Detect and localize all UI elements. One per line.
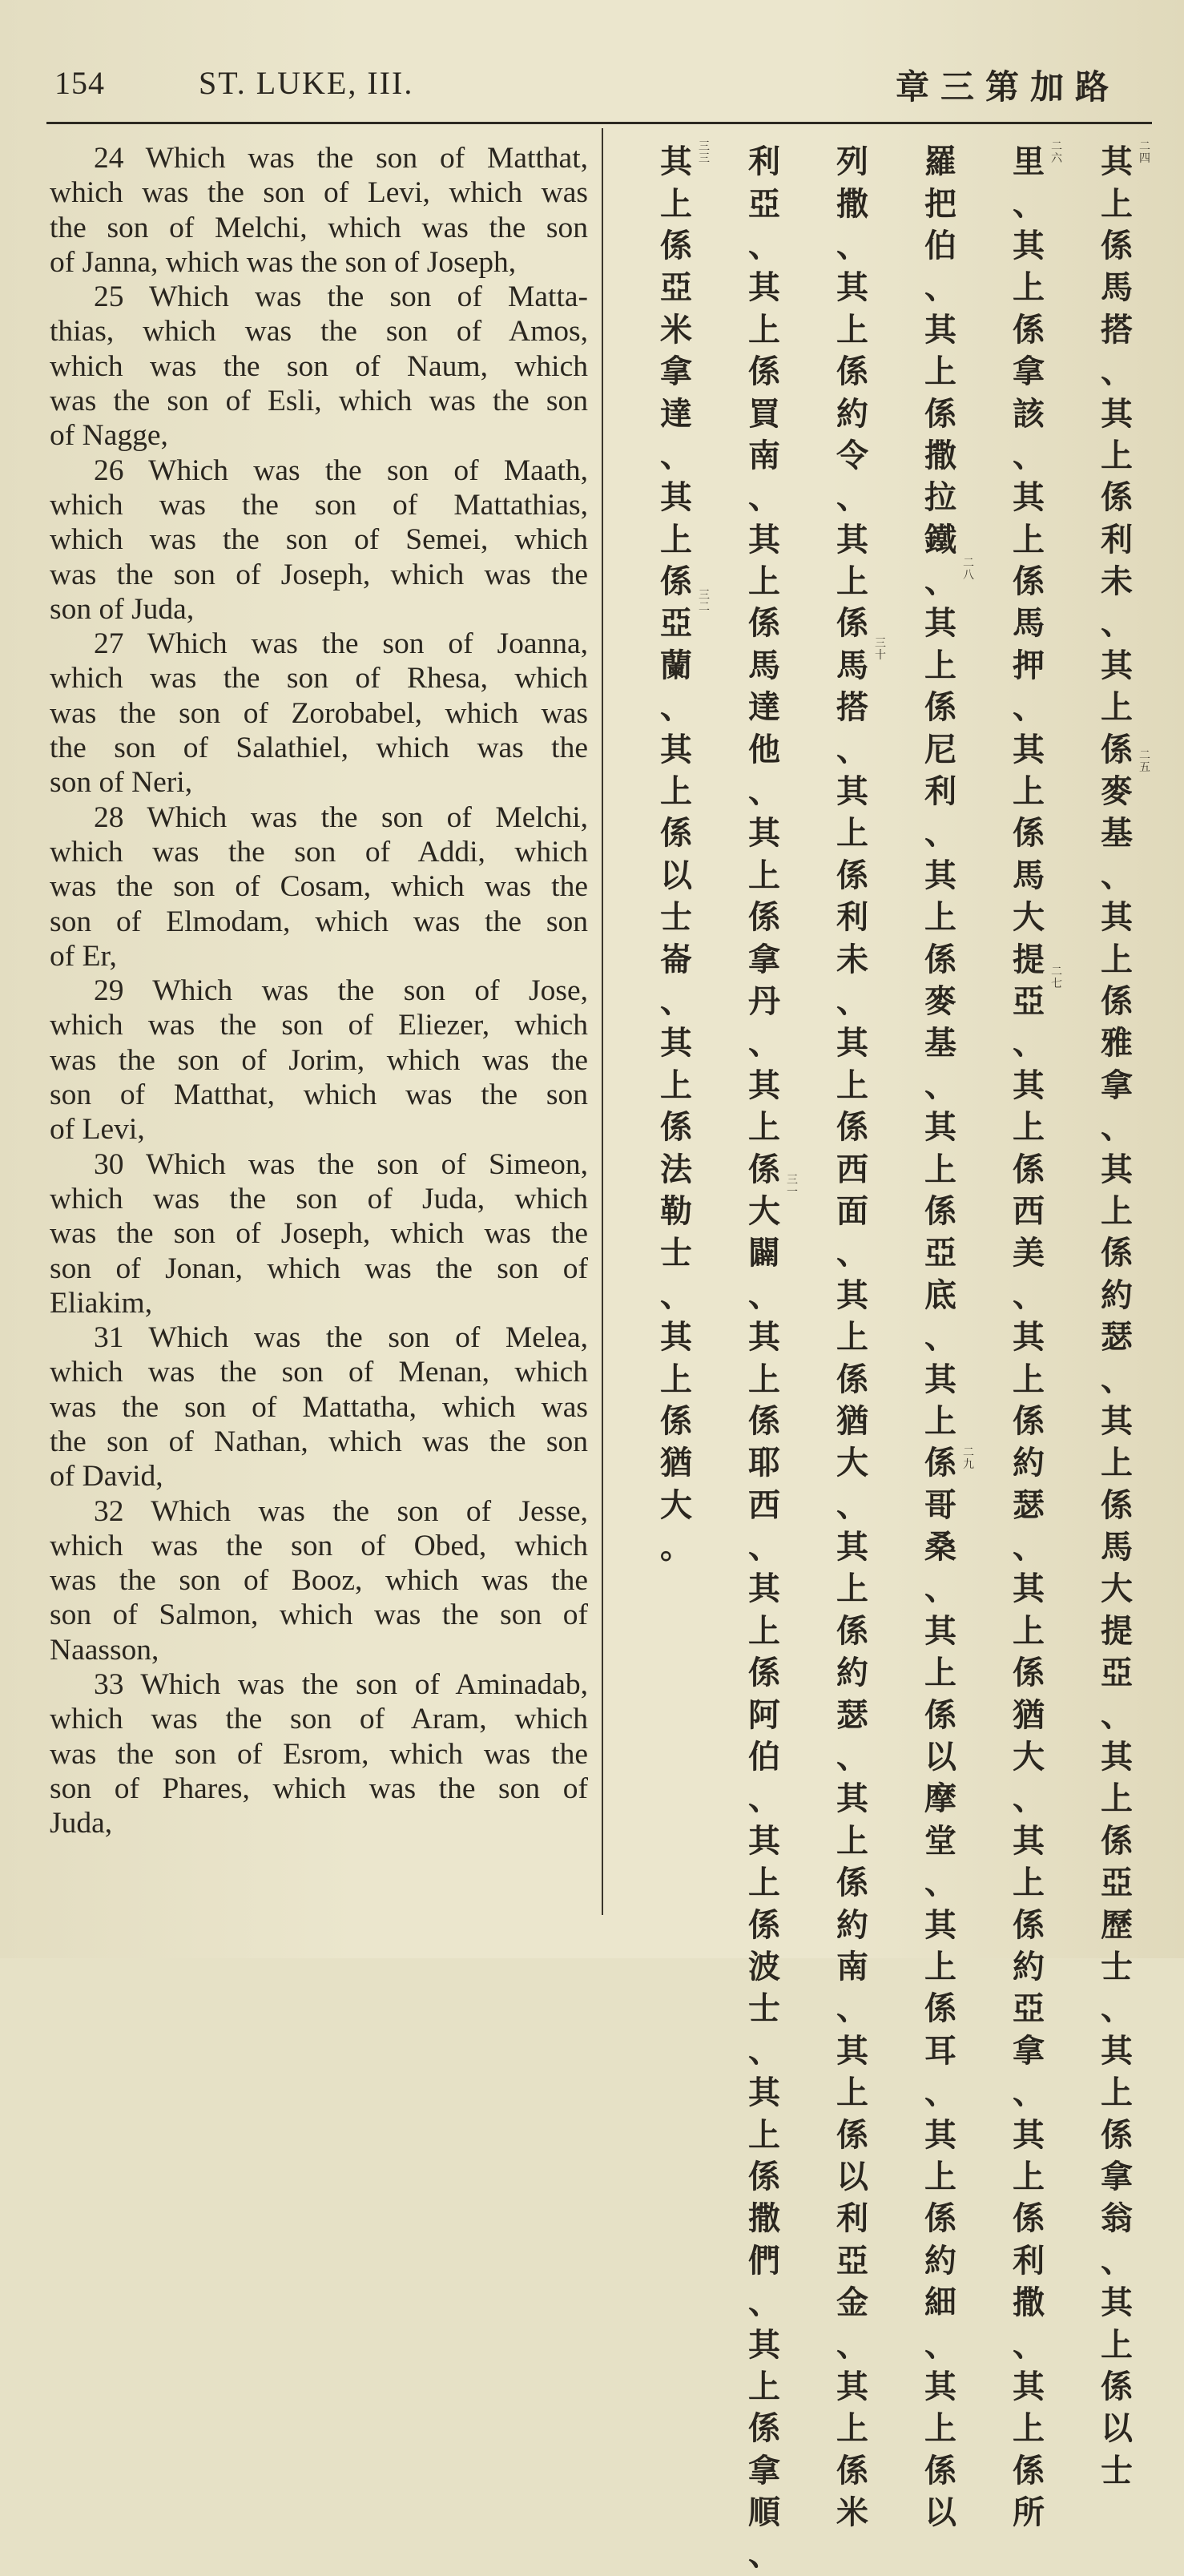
english-line: was the son of Joseph, which was the xyxy=(50,558,588,591)
english-line: of Levi, xyxy=(50,1113,145,1147)
verse-number-marker: 二 五 xyxy=(1139,749,1150,774)
english-line: which was the son of Semei, which xyxy=(50,523,588,557)
english-line: was the son of Booz, which was the xyxy=(50,1564,588,1598)
english-line: of Nagge, xyxy=(50,419,168,453)
english-line: which was the son of Addi, which xyxy=(50,835,588,869)
english-line: which was the son of Obed, which xyxy=(50,1529,588,1562)
english-line: 30 Which was the son of Simeon, xyxy=(94,1147,588,1181)
header-rule xyxy=(46,122,1152,124)
english-line: which was the son of Mattathias, xyxy=(50,488,588,522)
page-header xyxy=(46,56,1152,112)
verse-number-marker: 二 九 xyxy=(963,1446,974,1471)
english-line: Eliakim, xyxy=(50,1286,153,1320)
english-line: 28 Which was the son of Melchi, xyxy=(94,800,588,834)
english-line: was the son of Zorobabel, which was xyxy=(50,696,588,730)
english-line: 29 Which was the son of Jose, xyxy=(94,974,588,1008)
chinese-running-title: 章三第加路 xyxy=(895,67,1120,107)
english-line: son of Jonan, which was the son of xyxy=(50,1252,588,1285)
verse-number-marker: 二 七 xyxy=(1051,965,1062,990)
chinese-column: 列 撒 、 其 上 係 約 令 、 其 上 係 馬 搭 、 其 上 係 利 未 、 其 上 係 西 面 、 其 上 係 猶 大 、 其 上 係 約 瑟 、 其 上 係 約 南 、 其 上 係 以 利 亞 金 、 其 上 係 米 xyxy=(836,143,868,2532)
english-line: which was the son of Levi, which was xyxy=(50,176,588,210)
english-line: Juda, xyxy=(50,1807,113,1840)
column-divider xyxy=(602,128,603,1915)
english-line: was the son of Esrom, which was the xyxy=(50,1737,588,1771)
english-line: 33 Which was the son of Aminadab, xyxy=(94,1668,588,1702)
english-line: of Er, xyxy=(50,939,117,973)
english-line: 31 Which was the son of Melea, xyxy=(94,1321,588,1355)
english-line: of David, xyxy=(50,1460,163,1494)
english-line: 26 Which was the son of Maath, xyxy=(94,454,588,487)
english-line: 27 Which was the son of Joanna, xyxy=(94,627,588,661)
english-line: which was the son of Juda, which xyxy=(50,1182,588,1215)
running-title xyxy=(199,64,413,102)
verse-number-marker: 二 八 xyxy=(963,557,974,582)
english-line: son of Elmodam, which was the son xyxy=(50,905,588,938)
english-line: of Janna, which was the son of Joseph, xyxy=(50,245,517,279)
english-line: son of Phares, which was the son of xyxy=(50,1772,588,1805)
verse-number-marker: 二 四 xyxy=(1139,140,1150,165)
english-line: the son of Salathiel, which was the xyxy=(50,732,588,765)
english-line: was the son of Esli, which was the son xyxy=(50,385,588,418)
english-line: was the son of Mattatha, which was xyxy=(50,1390,588,1424)
running-title-st: ST. xyxy=(199,65,247,101)
english-line: Naasson, xyxy=(50,1633,159,1667)
english-line: the son of Nathan, which was the son xyxy=(50,1425,588,1458)
english-line: son of Salmon, which was the son of xyxy=(50,1598,588,1632)
english-line: was the son of Joseph, which was the xyxy=(50,1217,588,1251)
verse-number-marker: 三 二 xyxy=(699,589,710,614)
verse-number-marker: 二 六 xyxy=(1051,140,1062,165)
verse-number-marker: 三 十 xyxy=(875,637,886,662)
verse-number-marker: 三 一 xyxy=(787,1174,798,1199)
english-line: 25 Which was the son of Matta- xyxy=(94,280,588,314)
running-title-rest: LUKE, III. xyxy=(256,65,414,101)
english-line: son of Juda, xyxy=(50,592,195,626)
verse-number-marker: 三 三 xyxy=(699,140,710,165)
english-line: which was the son of Rhesa, which xyxy=(50,662,588,695)
english-line: son of Neri, xyxy=(50,766,193,800)
chinese-column: 里 、 其 上 係 拿 該 、 其 上 係 馬 押 、 其 上 係 馬 大 提 亞 、 其 上 係 西 美 、 其 上 係 約 瑟 、 其 上 係 猶 大 、 其 上 係 約 亞 拿 、 其 上 係 利 撒 、 其 上 係 所 xyxy=(1013,143,1045,2532)
english-line: the son of Melchi, which was the son xyxy=(50,211,588,244)
english-line: which was the son of Naum, which xyxy=(50,349,588,383)
english-line: thias, which was the son of Amos, xyxy=(50,315,588,349)
chinese-text-column xyxy=(617,140,1150,2574)
chinese-column: 利 亞 、 其 上 係 買 南 、 其 上 係 馬 達 他 、 其 上 係 拿 丹 、 其 上 係 大 闢 、 其 上 係 耶 西 、 其 上 係 阿 伯 、 其 上 係 波 士 、 其 上 係 撒 們 、 其 上 係 拿 順 、 xyxy=(748,143,780,2574)
english-line: 24 Which was the son of Matthat, xyxy=(94,142,588,175)
chinese-column: 其 上 係 亞 米 拿 達 、 其 上 係 亞 蘭 、 其 上 係 以 士 崙 、 其 上 係 法 勒 士 、 其 上 係 猶 大 。 xyxy=(660,143,692,1566)
chinese-column: 其 上 係 馬 搭 、 其 上 係 利 未 、 其 上 係 麥 基 、 其 上 係 雅 拿 、 其 上 係 約 瑟 、 其 上 係 馬 大 提 亞 、 其 上 係 亞 歷 士 、 其 上 係 拿 翁 、 其 上 係 以 士 xyxy=(1101,143,1133,2489)
english-line: which was the son of Menan, which xyxy=(50,1356,588,1389)
english-line: son of Matthat, which was the son xyxy=(50,1078,588,1112)
english-text-column xyxy=(50,141,588,1841)
english-line: 32 Which was the son of Jesse, xyxy=(94,1494,588,1528)
english-line: was the son of Jorim, which was the xyxy=(50,1043,588,1077)
page-number: 154 xyxy=(54,65,105,101)
english-line: which was the son of Eliezer, which xyxy=(50,1009,588,1042)
chinese-column: 羅 把 伯 、 其 上 係 撒 拉 鐵 、 其 上 係 尼 利 、 其 上 係 麥 基 、 其 上 係 亞 底 、 其 上 係 哥 桑 、 其 上 係 以 摩 堂 、 其 上 係 耳 、 其 上 係 約 細 、 其 上 係 以 xyxy=(924,143,956,2532)
english-line: which was the son of Aram, which xyxy=(50,1703,588,1736)
english-line: was the son of Cosam, which was the xyxy=(50,870,588,904)
